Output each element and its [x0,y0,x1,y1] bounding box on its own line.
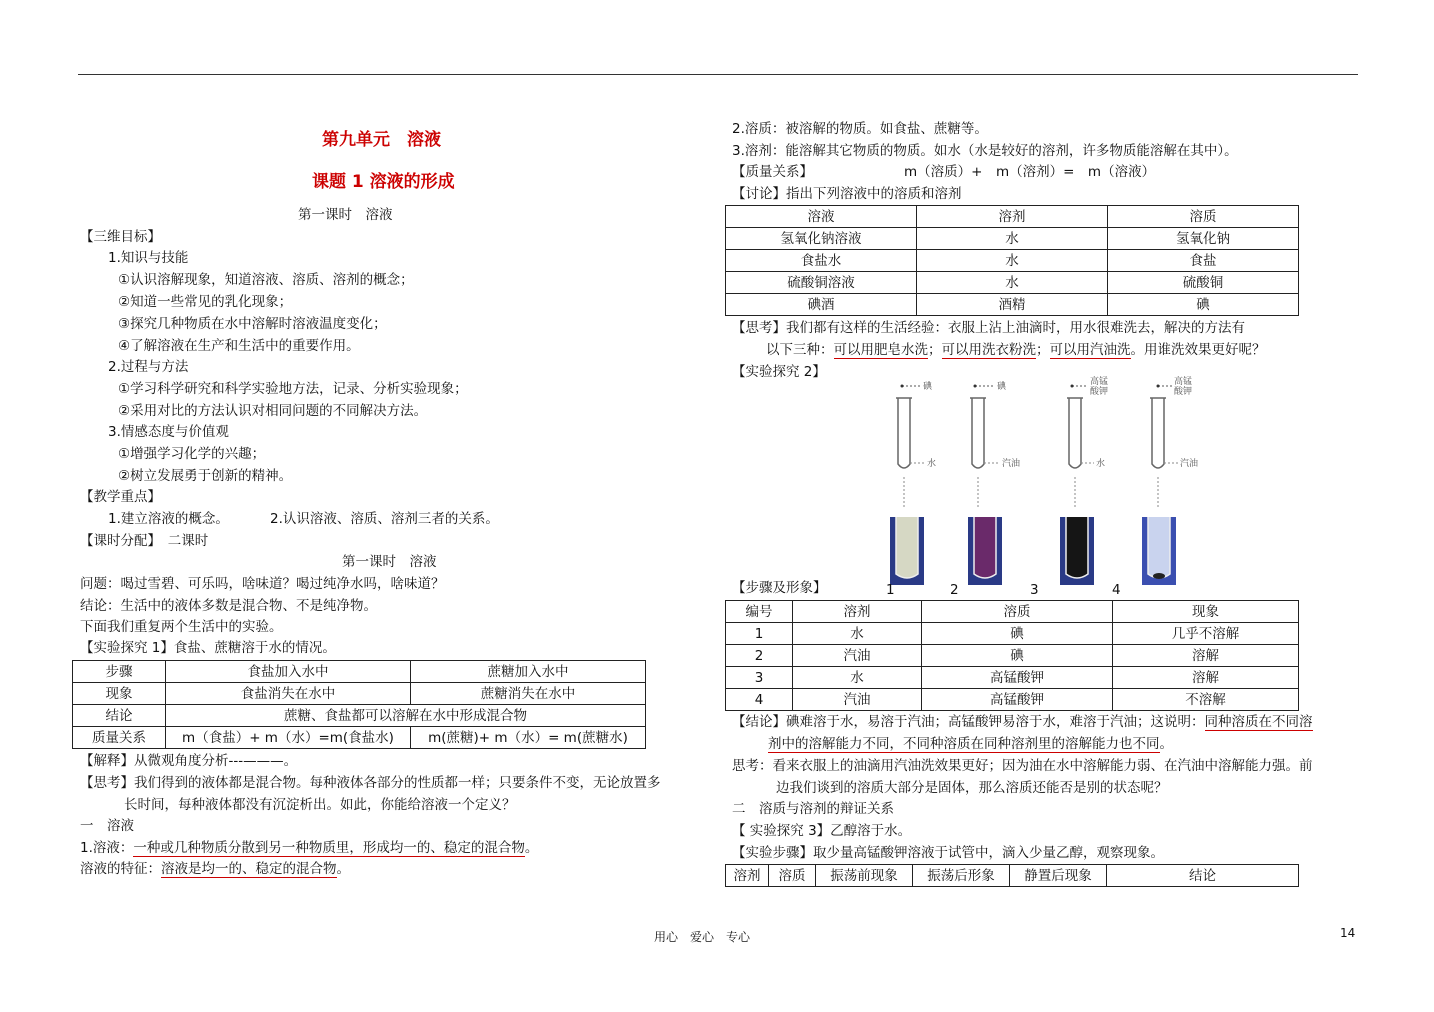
table-cell: 酒精 [917,294,1108,316]
table-cell: 结论 [1107,865,1299,887]
test-tube-figure [880,372,1220,587]
footer-slogan: 用心 爱心 专心 [654,930,751,944]
think2-line-2 [766,340,1266,360]
table-row [726,294,1299,316]
table-cell: 蔗糖加入水中 [411,661,646,683]
definition-answer: 一种或几种物质分散到另一种物质里，形成均一的、稳定的混合物 [133,840,525,856]
conclusion-answer-2: 剂中的溶解能力不同，不同种溶质在同种溶剂里的溶解能力也不同 [768,736,1160,752]
table-cell: 3 [726,667,793,689]
solvent-def: 3.溶剂：能溶解其它物质的物质。如水（水是较好的溶剂，许多物质能溶解在其中）。 [732,143,1238,159]
table-cell: 汽油 [793,689,922,711]
exp3-table [725,864,1299,887]
table-row [726,667,1299,689]
table-cell: 碘酒 [726,294,917,316]
table-cell: 溶剂 [917,206,1108,228]
unit-title: 第九单元 溶液 [322,130,441,150]
table-row [726,250,1299,272]
tube-number: 1 [886,582,895,598]
lesson-title: 课题 1 溶液的形成 [312,172,455,192]
table-cell: 溶解 [1113,645,1299,667]
table-row [726,623,1299,645]
conclusion-line-2 [768,734,1173,754]
table-row [726,601,1299,623]
exp1-table [72,660,646,749]
key-point-2: 2.认识溶液、溶质、溶剂三者的关系。 [270,511,499,527]
tube-number: 3 [1030,582,1039,598]
table-cell: 振荡后形象 [913,865,1010,887]
goal-1c: ③探究几种物质在水中溶解时溶液温度变化； [118,316,387,332]
table-cell: 蔗糖、食盐都可以溶解在水中形成混合物 [166,705,646,727]
sep: ； [928,342,942,358]
conclusion: 结论：生活中的液体多数是混合物、不是纯净物。 [80,598,377,614]
method-2: 可以用洗衣粉洗 [941,342,1036,358]
tube-2-label: 碘 [997,382,1007,392]
method-3: 可以用汽油洗 [1049,342,1131,358]
table-cell: 氢氧化钠 [1108,228,1299,250]
conclusion-line [732,712,1313,732]
table-cell: 碘 [922,623,1113,645]
tube-4-liquid: 汽油 [1180,459,1199,469]
feature-answer: 溶液是均一的、稳定的混合物 [161,861,337,877]
goal-1: 1.知识与技能 [108,250,189,266]
key-heading: 【教学重点】 [80,489,161,505]
exp3-heading: 【 实验探究 3】乙醇溶于水。 [732,823,912,839]
lesson-period-2: 第一课时 溶液 [342,554,437,570]
table-cell: 溶质 [769,865,816,887]
table-cell: 现象 [73,683,166,705]
table-cell: 溶解 [1113,667,1299,689]
think3-line-2: 边我们谈到的溶质大部分是固体，那么溶质还能否是别的状态呢？ [776,780,1168,796]
mass-relation: m（溶质）+ m（溶剂）= m（溶液） [904,164,1156,180]
sep: ； [1036,342,1050,358]
think2-prefix: 以下三种： [766,342,834,358]
table-cell: 食盐消失在水中 [166,683,411,705]
tube-3-label: 高锰酸钾 [1090,377,1109,397]
tube-2 [968,380,1020,585]
table-cell: 食盐 [1108,250,1299,272]
table-cell: 蔗糖消失在水中 [411,683,646,705]
conclusion-answer: 同种溶质在不同溶 [1204,714,1313,730]
solute-def: 2.溶质：被溶解的物质。如食盐、蔗糖等。 [732,121,988,137]
think3-line: 思考：看来衣服上的油滴用汽油洗效果更好；因为油在水中溶解能力弱、在汽油中溶解能力强。前 [732,758,1313,774]
table-cell: m（食盐）+ m（水）=m(食盐水) [166,727,411,749]
time-allocation: 【课时分配】 二课时 [80,533,209,549]
table-row [726,689,1299,711]
table-cell: 汽油 [793,645,922,667]
table-cell: 食盐水 [726,250,917,272]
goal-3b: ②树立发展勇于创新的精神。 [118,468,293,484]
goal-2a: ①学习科学研究和科学实验地方法，记录、分析实验现象； [118,381,468,397]
section-1-heading: 一 溶液 [80,818,134,834]
exp3-steps: 【实验步骤】取少量高锰酸钾溶液于试管中，滴入少量乙醇，观察现象。 [732,845,1164,861]
table-cell: 静置后现象 [1010,865,1107,887]
table-cell: 溶液 [726,206,917,228]
table-cell: 结论 [73,705,166,727]
table-cell: 碘 [922,645,1113,667]
table-cell: 质量关系 [73,727,166,749]
goals-heading: 【三维目标】 [80,229,161,245]
conclusion-text: 【结论】碘难溶于水，易溶于汽油；高锰酸钾易溶于水，难溶于汽油；这说明： [732,714,1205,730]
goal-2b: ②采用对比的方法认识对相同问题的不同解决方法。 [118,403,428,419]
table-row [726,272,1299,294]
section-2-heading: 二 溶质与溶剂的辩证关系 [732,801,894,817]
lesson-period: 第一课时 溶液 [298,207,393,223]
goal-2: 2.过程与方法 [108,359,189,375]
definition-end: 。 [524,840,539,856]
method-1: 可以用肥皂水洗 [833,342,928,358]
table-cell: 水 [917,250,1108,272]
table-cell: 编号 [726,601,793,623]
goal-1a: ①认识溶解现象，知道溶液、溶质、溶剂的概念； [118,272,414,288]
table-cell: 硫酸铜 [1108,272,1299,294]
table-row [726,865,1299,887]
tube-1 [890,380,936,585]
think1-line: 【思考】我们得到的液体都是混合物。每种液体各部分的性质都一样；只要条件不变，无论放置多 [80,775,661,791]
tube-number: 4 [1112,582,1121,598]
page-number: 14 [1340,926,1356,940]
table-cell: 溶质 [1108,206,1299,228]
table-cell: 水 [917,272,1108,294]
tube-3-liquid: 水 [1096,459,1106,469]
tube-3 [1060,375,1108,585]
solution-table [725,205,1299,316]
tube-1-label: 碘 [923,382,933,392]
exp1-heading: 【实验探究 1】食盐、蔗糖溶于水的情况。 [80,640,336,656]
table-cell: 几乎不溶解 [1113,623,1299,645]
key-point-1: 1.建立溶液的概念。 [108,511,229,527]
steps-heading: 【步骤及形象】 [732,580,827,596]
definition-label: 1.溶液： [80,840,134,856]
table-row [73,683,646,705]
table-cell: 1 [726,623,793,645]
table-cell: 水 [917,228,1108,250]
table-cell: 溶剂 [726,865,769,887]
table-cell: 高锰酸钾 [922,667,1113,689]
table-cell: 水 [793,623,922,645]
table-cell: 水 [793,667,922,689]
table-cell: 氢氧化钠溶液 [726,228,917,250]
feature-end: 。 [336,861,350,877]
table-cell: 溶质 [922,601,1113,623]
table-row [73,705,646,727]
table-row [73,727,646,749]
table-row [73,661,646,683]
discussion-heading: 【讨论】指出下列溶液中的溶质和溶剂 [732,186,962,202]
table-cell: 溶剂 [793,601,922,623]
table-cell: 步骤 [73,661,166,683]
think2-line: 【思考】我们都有这样的生活经验：衣服上沾上油滴时，用水很难洗去，解决的方法有 [732,320,1245,336]
table-cell: 碘 [1108,294,1299,316]
feature-label: 溶液的特征： [80,861,161,877]
tube-4-label: 高锰酸钾 [1174,377,1193,397]
table-row [726,206,1299,228]
mass-heading: 【质量关系】 [732,164,813,180]
table-cell: 2 [726,645,793,667]
feature-line [80,859,350,879]
think2-suffix: 。用谁洗效果更好呢？ [1130,342,1266,358]
explain-line: 【解释】从微观角度分析---———。 [80,753,298,769]
goal-3: 3.情感态度与价值观 [108,424,229,440]
tube-4 [1142,375,1198,585]
table-row [726,645,1299,667]
table-cell: 4 [726,689,793,711]
table-cell: 高锰酸钾 [922,689,1113,711]
header-rule [78,74,1358,75]
think1-line-2: 长时间，每种液体都没有沉淀析出。如此，你能给溶液一个定义？ [124,797,516,813]
conclusion-end: 。 [1159,736,1173,752]
table-cell: 振荡前现象 [816,865,913,887]
goal-1b: ②知道一些常见的乳化现象； [118,294,293,310]
exp2-table [725,600,1299,711]
table-cell: 硫酸铜溶液 [726,272,917,294]
goal-1d: ④了解溶液在生产和生活中的重要作用。 [118,338,360,354]
tube-2-liquid: 汽油 [1002,459,1021,469]
intro-line: 下面我们重复两个生活中的实验。 [80,619,283,635]
table-cell: m(蔗糖)+ m（水）= m(蔗糖水) [411,727,646,749]
table-row [726,228,1299,250]
question: 问题：喝过雪碧、可乐吗，啥味道？喝过纯净水吗，啥味道？ [80,576,445,592]
tube-1-liquid: 水 [927,459,937,469]
tube-number: 2 [950,582,959,598]
table-cell: 不溶解 [1113,689,1299,711]
exp2-heading: 【实验探究 2】 [732,364,826,380]
table-cell: 现象 [1113,601,1299,623]
table-cell: 食盐加入水中 [166,661,411,683]
definition-line [80,838,538,858]
goal-3a: ①增强学习化学的兴趣； [118,446,266,462]
